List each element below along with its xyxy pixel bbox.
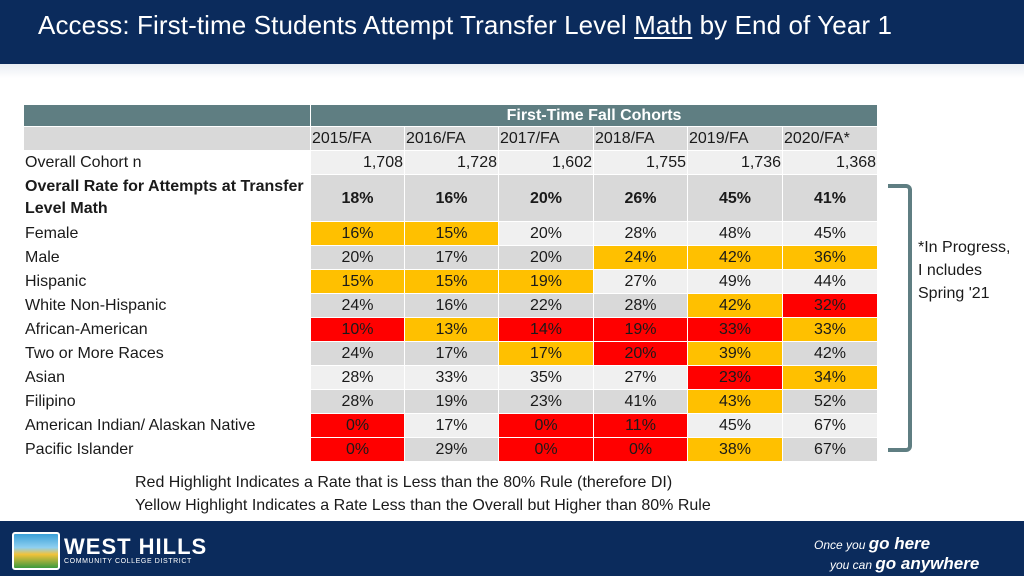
rate-cell: 23% <box>499 390 594 414</box>
rate-cell: 48% <box>688 222 783 246</box>
years-row <box>24 127 878 151</box>
year-header: 2017/FA <box>499 127 594 151</box>
rate-cell: 33% <box>783 318 878 342</box>
rate-cell: 52% <box>783 390 878 414</box>
rate-cell: 19% <box>405 390 499 414</box>
year-header: 2020/FA* <box>783 127 878 151</box>
rate-cell: 11% <box>594 414 688 438</box>
row-label: Filipino <box>24 390 311 414</box>
row-label: White Non-Hispanic <box>24 294 311 318</box>
rate-cell: 17% <box>405 342 499 366</box>
rate-cell: 15% <box>405 222 499 246</box>
rate-cell: 20% <box>594 342 688 366</box>
cohort-n-value: 1,755 <box>594 151 688 175</box>
rate-cell: 27% <box>594 270 688 294</box>
logo-subtitle: COMMUNITY COLLEGE DISTRICT <box>64 558 192 565</box>
year-header: 2016/FA <box>405 127 499 151</box>
rate-cell: 20% <box>499 246 594 270</box>
bracket-icon <box>888 184 912 452</box>
rate-cell: 29% <box>405 438 499 462</box>
row-label: Overall Cohort n <box>24 151 311 175</box>
rate-cell: 23% <box>688 366 783 390</box>
table-row <box>24 246 878 270</box>
rate-cell: 41% <box>594 390 688 414</box>
row-label: American Indian/ Alaskan Native <box>24 414 311 438</box>
rate-cell: 34% <box>783 366 878 390</box>
rate-cell: 27% <box>594 366 688 390</box>
rate-cell: 0% <box>594 438 688 462</box>
rate-cell: 17% <box>499 342 594 366</box>
rate-cell: 20% <box>311 246 405 270</box>
cohort-n-row <box>24 151 878 175</box>
table-row <box>24 270 878 294</box>
slogan <box>814 534 979 574</box>
row-label: Male <box>24 246 311 270</box>
table-row <box>24 294 878 318</box>
cohort-n-value: 1,736 <box>688 151 783 175</box>
page-title <box>38 10 892 41</box>
row-label: Asian <box>24 366 311 390</box>
rate-cell: 16% <box>405 294 499 318</box>
rate-cell: 15% <box>405 270 499 294</box>
rate-cell: 44% <box>783 270 878 294</box>
rate-cell: 39% <box>688 342 783 366</box>
rate-cell: 28% <box>311 366 405 390</box>
rate-cell: 45% <box>688 414 783 438</box>
logo-name: WEST HILLS <box>64 534 208 559</box>
table-row <box>24 390 878 414</box>
rate-cell: 28% <box>594 222 688 246</box>
title-text-end: by End of Year 1 <box>692 10 893 40</box>
cohort-table <box>23 104 878 462</box>
row-label: Two or More Races <box>24 342 311 366</box>
slogan-text-2: you can <box>830 558 876 572</box>
table-row <box>24 414 878 438</box>
rate-cell: 19% <box>499 270 594 294</box>
table-row <box>24 366 878 390</box>
row-label: Female <box>24 222 311 246</box>
table-row <box>24 438 878 462</box>
rate-cell: 14% <box>499 318 594 342</box>
overall-rate-value: 41% <box>783 175 878 222</box>
table-row <box>24 342 878 366</box>
slogan-text-1: Once you <box>814 538 869 552</box>
rate-cell: 0% <box>311 414 405 438</box>
overall-rate-value: 18% <box>311 175 405 222</box>
rate-cell: 16% <box>311 222 405 246</box>
college-logo-icon <box>12 532 60 570</box>
slogan-bold-1: go here <box>868 534 931 553</box>
rate-cell: 24% <box>311 294 405 318</box>
in-progress-note: *In Progress, I ncludes Spring '21 <box>918 239 1011 302</box>
row-label: African-American <box>24 318 311 342</box>
row-label: Overall Rate for Attempts at Transfer Level Math <box>24 175 311 222</box>
cohort-group-header: First-Time Fall Cohorts <box>311 105 878 127</box>
rate-cell: 38% <box>688 438 783 462</box>
overall-rate-row <box>24 175 878 222</box>
rate-cell: 0% <box>499 414 594 438</box>
table-row <box>24 222 878 246</box>
title-text: Access: First-time Students Attempt Transfer Level <box>38 10 635 40</box>
rate-cell: 67% <box>783 414 878 438</box>
legend <box>135 471 711 517</box>
rate-cell: 20% <box>499 222 594 246</box>
rate-cell: 10% <box>311 318 405 342</box>
rate-cell: 32% <box>783 294 878 318</box>
cohort-n-value: 1,368 <box>783 151 878 175</box>
year-header: 2015/FA <box>311 127 405 151</box>
cohort-header-row <box>24 105 878 127</box>
legend-red: Red Highlight Indicates a Rate that is Less than the 80% Rule (therefore DI) <box>135 474 673 491</box>
rate-cell: 0% <box>499 438 594 462</box>
rate-cell: 42% <box>688 246 783 270</box>
cohort-n-value: 1,728 <box>405 151 499 175</box>
year-header: 2019/FA <box>688 127 783 151</box>
rate-cell: 0% <box>311 438 405 462</box>
cohort-n-value: 1,602 <box>499 151 594 175</box>
rate-cell: 49% <box>688 270 783 294</box>
rate-cell: 42% <box>783 342 878 366</box>
rate-cell: 24% <box>594 246 688 270</box>
row-label: Pacific Islander <box>24 438 311 462</box>
title-bar <box>0 0 1024 64</box>
rate-cell: 33% <box>405 366 499 390</box>
rate-cell: 35% <box>499 366 594 390</box>
header-divider <box>0 64 1024 78</box>
overall-rate-value: 26% <box>594 175 688 222</box>
slogan-bold-2: go anywhere <box>875 554 980 573</box>
rate-cell: 28% <box>311 390 405 414</box>
table-row <box>24 318 878 342</box>
footer-bar <box>0 521 1024 576</box>
rate-cell: 22% <box>499 294 594 318</box>
rate-cell: 67% <box>783 438 878 462</box>
rate-cell: 24% <box>311 342 405 366</box>
rate-cell: 17% <box>405 246 499 270</box>
overall-rate-value: 16% <box>405 175 499 222</box>
rate-cell: 43% <box>688 390 783 414</box>
rate-cell: 19% <box>594 318 688 342</box>
rate-cell: 33% <box>688 318 783 342</box>
row-label: Hispanic <box>24 270 311 294</box>
rate-cell: 42% <box>688 294 783 318</box>
title-link-math[interactable]: Math <box>634 10 693 40</box>
rate-cell: 45% <box>783 222 878 246</box>
rate-cell: 28% <box>594 294 688 318</box>
years-blank-cell <box>24 127 311 151</box>
rate-cell: 13% <box>405 318 499 342</box>
year-header: 2018/FA <box>594 127 688 151</box>
overall-rate-value: 45% <box>688 175 783 222</box>
cohort-n-value: 1,708 <box>311 151 405 175</box>
header-blank-cell <box>24 105 311 127</box>
rate-cell: 17% <box>405 414 499 438</box>
legend-yellow: Yellow Highlight Indicates a Rate Less than the Overall but Higher than 80% Rule <box>135 497 711 514</box>
rate-cell: 15% <box>311 270 405 294</box>
overall-rate-value: 20% <box>499 175 594 222</box>
rate-cell: 36% <box>783 246 878 270</box>
